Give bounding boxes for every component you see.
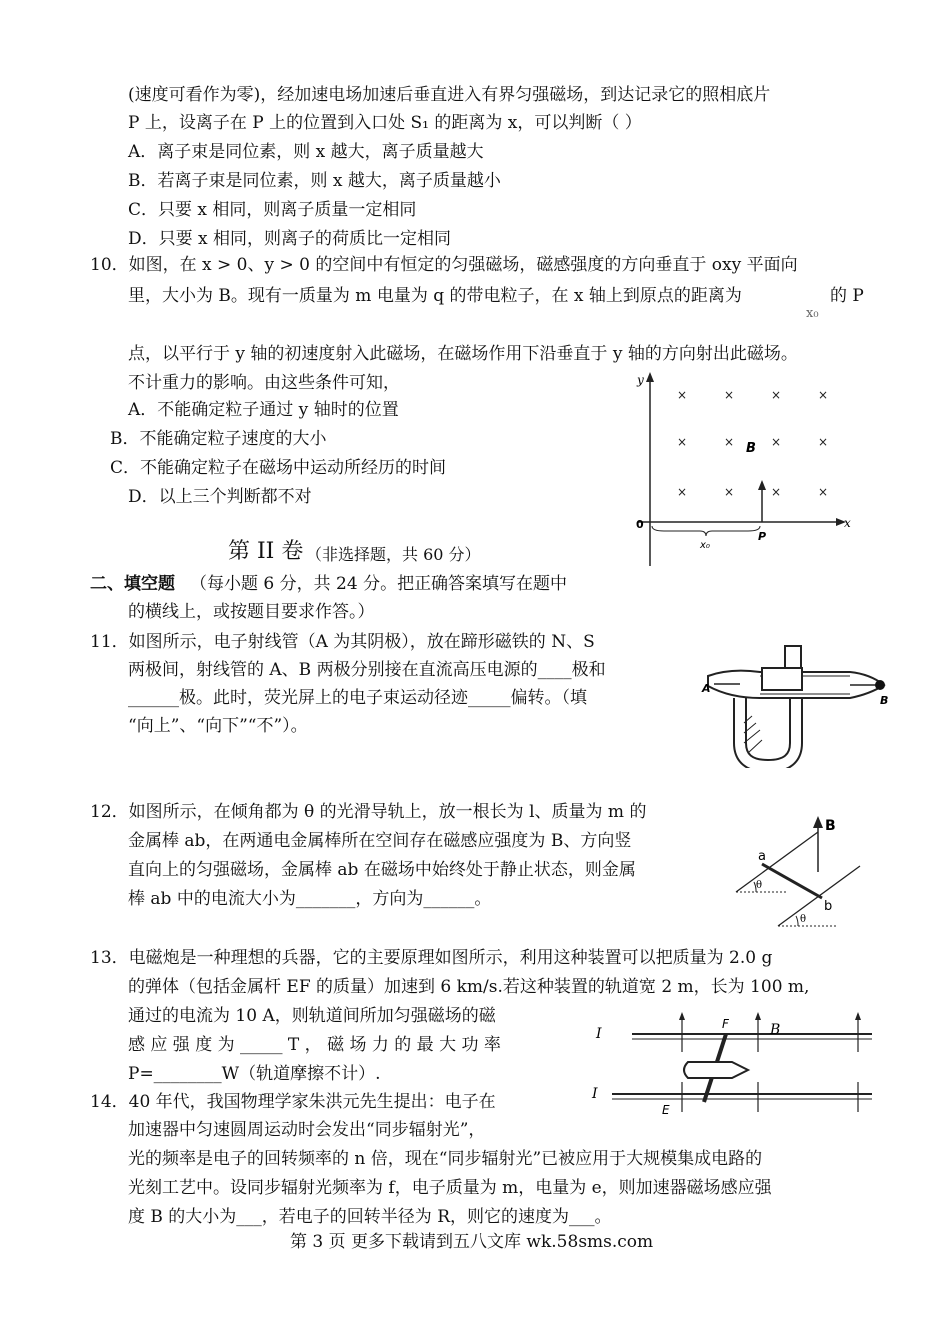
q10-line3: 点，以平行于 y 轴的初速度射入此磁场，在磁场作用下沿垂直于 y 轴的方向射出此磁场。 xyxy=(128,344,798,364)
cross-mark: × xyxy=(677,485,688,499)
q11-line4: “向上”、“向下”“不”）。 xyxy=(128,716,308,736)
q10-line1: 10．如图，在 x > 0、y > 0 的空间中有恒定的匀强磁场，磁感强度的方向垂直于 oxy 平面向 xyxy=(90,255,798,275)
q10-option-a: A．不能确定粒子通过 y 轴时的位置 xyxy=(128,400,399,420)
part2-subtitle: （非选择题，共 60 分） xyxy=(306,545,481,564)
q11-line3: ______极。此时，荧光屏上的电子束运动径迹_____偏转。（填 xyxy=(128,688,587,708)
cross-mark: × xyxy=(818,388,829,402)
q10-x0-subscript: x₀ xyxy=(806,306,819,321)
q10-fig-b-label: B xyxy=(746,441,756,456)
q14-line3: 光的频率是电子的回转频率的 n 倍，现在“同步辐射光”已被应用于大规模集成电路的 xyxy=(128,1149,763,1169)
q13-fig-e-label: E xyxy=(662,1103,670,1117)
q14-line1: 14．40 年代，我国物理学家朱洪元先生提出：电子在 xyxy=(90,1092,496,1112)
q12-line1: 12．如图所示，在倾角都为 θ 的光滑导轨上，放一根长为 l、质量为 m 的 xyxy=(90,802,647,822)
q12-rails-figure xyxy=(728,810,878,935)
q11-line2: 两极间，射线管的 A、B 两极分别接在直流高压电源的____极和 xyxy=(128,660,606,680)
q12-fig-a-label: a xyxy=(758,849,766,864)
q10-line2: 里，大小为 B。现有一质量为 m 电量为 q 的带电粒子，在 x 轴上到原点的距离为 xyxy=(128,286,742,306)
q10-fig-x-label: x xyxy=(844,516,851,530)
q13-railgun-figure xyxy=(582,1012,882,1117)
cross-mark: × xyxy=(724,388,735,402)
q13-fig-i2-label: I xyxy=(592,1086,598,1102)
cross-mark: × xyxy=(677,435,688,449)
q11-fig-b-label: B xyxy=(880,694,889,707)
q12-fig-b-field-label: B xyxy=(825,818,836,834)
q10-fig-x0-label: x₀ xyxy=(700,540,710,551)
q12-line4: 棒 ab 中的电流大小为_______，方向为______。 xyxy=(128,889,492,909)
cross-mark: × xyxy=(771,485,782,499)
q9-option-a: A．离子束是同位素，则 x 越大，离子质量越大 xyxy=(128,142,484,162)
cross-mark: × xyxy=(724,435,735,449)
q10-line4: 不计重力的影响。由这些条件可知， xyxy=(128,373,400,393)
q9-option-d: D．只要 x 相同，则离子的荷质比一定相同 xyxy=(128,229,452,249)
cross-mark: × xyxy=(724,485,735,499)
q13-line1: 13．电磁炮是一种理想的兵器，它的主要原理如图所示，利用这种装置可以把质量为 2.0 g xyxy=(90,948,773,968)
section-label: 二、填空题 xyxy=(90,574,175,594)
cross-mark: × xyxy=(771,388,782,402)
q9-option-b: B．若离子束是同位素，则 x 越大，离子质量越小 xyxy=(128,171,501,191)
q14-line5: 度 B 的大小为___，若电子的回转半径为 R，则它的速度为___。 xyxy=(128,1207,612,1227)
cross-mark: × xyxy=(771,435,782,449)
q10-option-b: B．不能确定粒子速度的大小 xyxy=(110,429,327,449)
q10-fig-origin: 0 xyxy=(636,518,644,531)
q13-line2: 的弹体（包括金属杆 EF 的质量）加速到 6 km/s.若这种装置的轨道宽 2 m，长为 100 m, xyxy=(128,977,810,997)
q10-fig-y-label: y xyxy=(637,373,644,387)
q13-line3: 通过的电流为 10 A，则轨道间所加匀强磁场的磁 xyxy=(128,1006,496,1026)
q12-fig-theta-1: θ xyxy=(756,880,763,891)
q11-line1: 11．如图所示，电子射线管（A 为其阴极），放在蹄形磁铁的 N、S xyxy=(90,632,595,652)
q13-fig-i1-label: I xyxy=(596,1026,602,1042)
q12-fig-theta-2: θ xyxy=(800,914,807,925)
q13-line5: P=________W（轨道摩擦不计）. xyxy=(128,1064,381,1084)
q13-line4: 感 应 强 度 为 _____ T ， 磁 场 力 的 最 大 功 率 xyxy=(128,1035,501,1055)
q10-field-figure xyxy=(620,368,860,573)
q11-fig-a-label: A xyxy=(702,682,711,695)
q9-line1: (速度可看作为零)，经加速电场加速后垂直进入有界匀强磁场，到达记录它的照相底片 xyxy=(128,85,771,105)
page-footer: 第 3 页 更多下载请到五八文库 wk.58sms.com xyxy=(290,1232,654,1252)
cross-mark: × xyxy=(818,485,829,499)
q13-fig-b-label: B xyxy=(770,1022,781,1038)
q10-option-c: C．不能确定粒子在磁场中运动所经历的时间 xyxy=(110,458,447,478)
section-instructions: （每小题 6 分，共 24 分。把正确答案填写在题中 xyxy=(190,574,568,594)
section-instructions-2: 的横线上，或按题目要求作答。） xyxy=(128,602,375,622)
q10-fig-p-label: P xyxy=(758,530,767,543)
q14-line2: 加速器中匀速圆周运动时会发出“同步辐射光”， xyxy=(128,1120,486,1140)
part2-title: 第 II 卷 xyxy=(228,539,304,564)
q9-line2: P 上，设离子在 P 上的位置到入口处 S₁ 的距离为 x，可以判断（ ） xyxy=(128,113,642,133)
q11-tube-figure xyxy=(700,628,900,768)
q12-fig-b-label: b xyxy=(824,899,833,914)
q14-line4: 光刻工艺中。设同步辐射光频率为 f，电子质量为 m，电量为 e，则加速器磁场感应强 xyxy=(128,1178,772,1198)
q12-line2: 金属棒 ab，在两通电金属棒所在空间存在磁感应强度为 B、方向竖 xyxy=(128,831,632,851)
q12-line3: 直向上的匀强磁场，金属棒 ab 在磁场中始终处于静止状态，则金属 xyxy=(128,860,636,880)
q10-line2-end: 的 P xyxy=(830,286,864,306)
q13-fig-f-label: F xyxy=(722,1017,729,1031)
q9-option-c: C．只要 x 相同，则离子质量一定相同 xyxy=(128,200,417,220)
cross-mark: × xyxy=(677,388,688,402)
cross-mark: × xyxy=(818,435,829,449)
q10-option-d: D．以上三个判断都不对 xyxy=(128,487,312,507)
